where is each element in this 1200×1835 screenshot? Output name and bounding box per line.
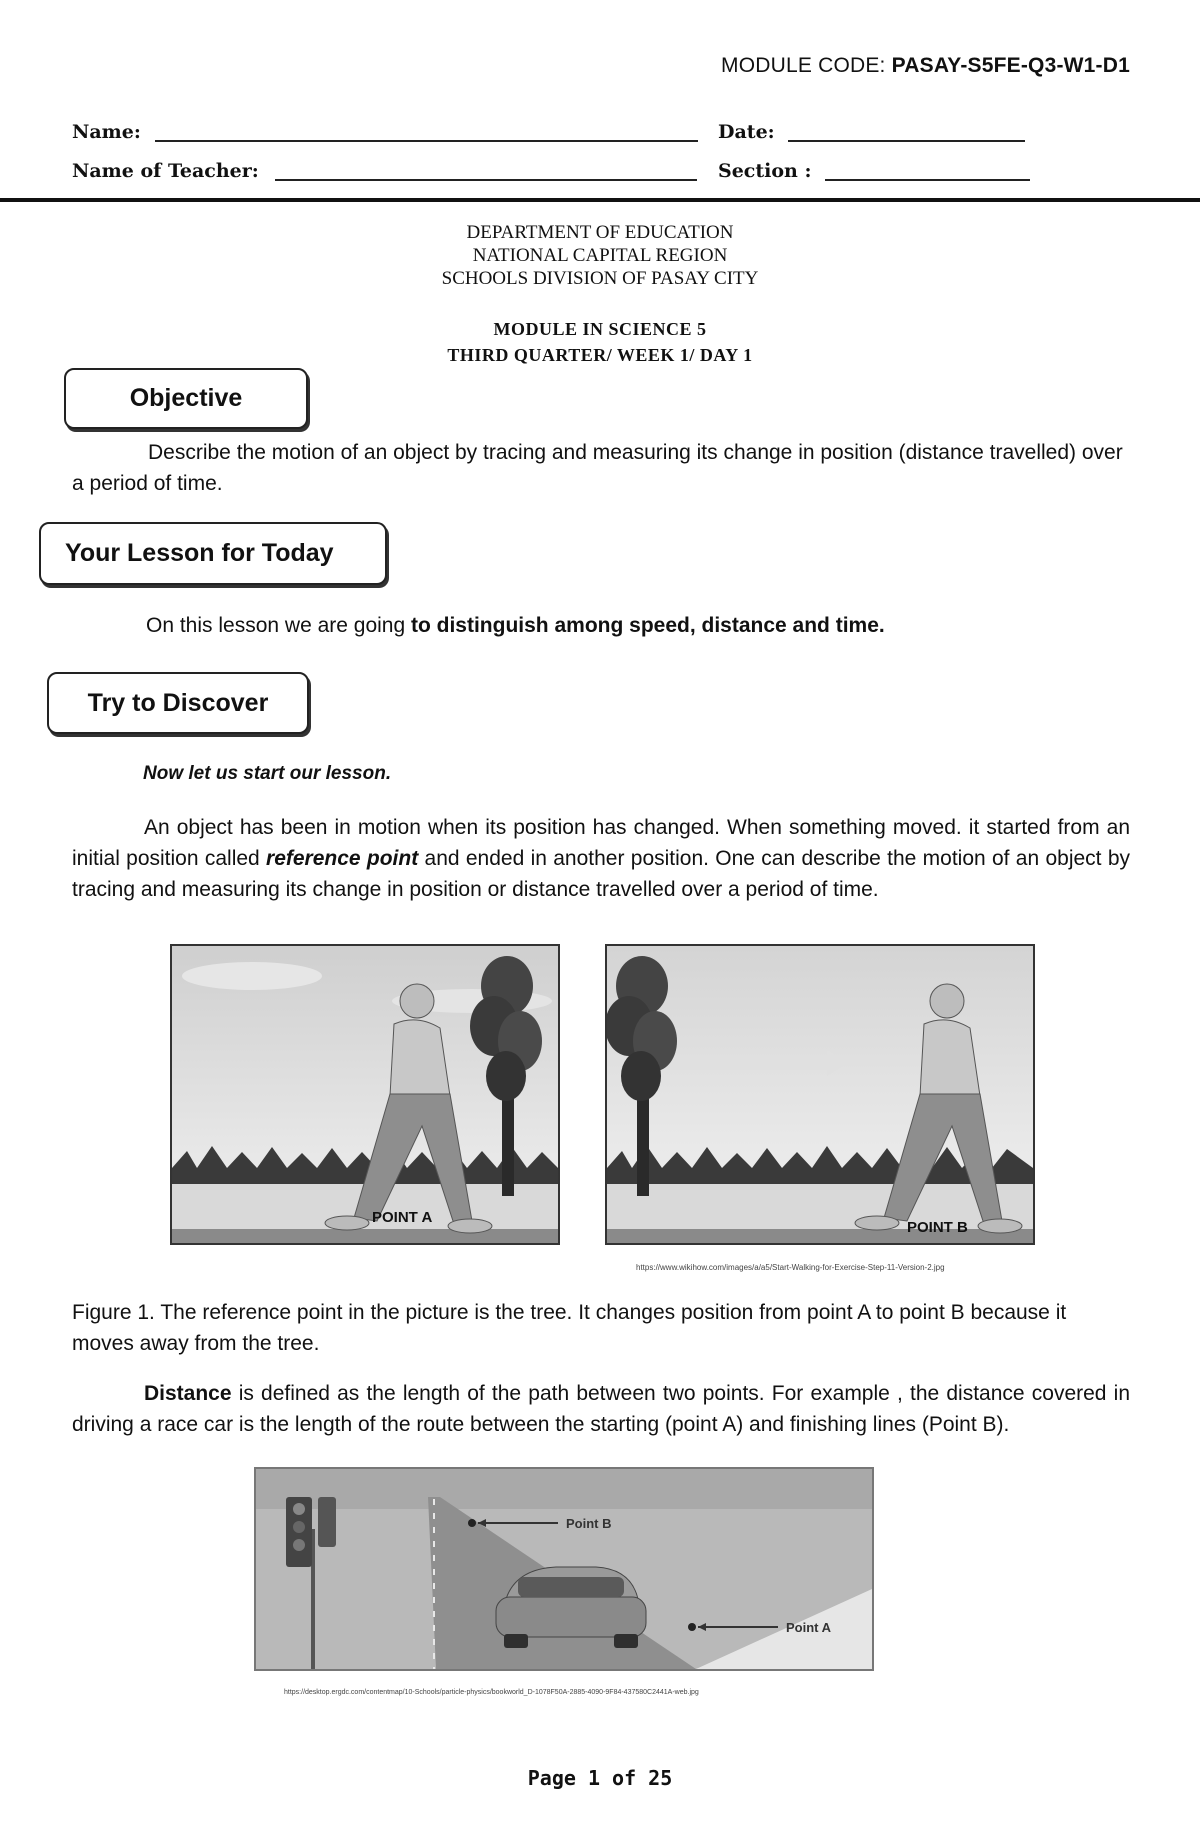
institution-line-1: DEPARTMENT OF EDUCATION [466,222,734,243]
lesson-heading [39,522,387,585]
teacher-field[interactable] [275,179,697,181]
figure1-panel-b [605,944,1035,1245]
discover-heading [47,672,309,734]
date-label: Date: [718,121,775,143]
point-a-label: POINT A [372,1209,433,1226]
figure2-source: https://desktop.ergdc.com/contentmap/10-Schools/particle-physics/bookworld_D-1078F50A-2885-4090-9F84-437580C2441A-web.jpg [284,1689,699,1696]
discover-p1-c: and ended in another position. One can describe the motion of an object by tracing and measuring its change in position or distance travelled over a period of time. [72,847,1130,901]
module-title-block [0,316,1200,368]
page-number: Page 1 of 25 [527,1766,673,1790]
figure1-caption: Figure 1. The reference point in the picture is the tree. It changes position from point A to point B because it moves away from the tree. [72,1301,1067,1355]
institution-line-3: SCHOOLS DIVISION OF PASAY CITY [441,268,759,289]
distance-text: is defined as the length of the path between two points. For example , the distance covered in driving a race car is the length of the route between the starting (point A) and finishing lines (Point B). [72,1382,1130,1436]
name-field[interactable] [155,140,698,142]
walking-scene-b-image [607,946,1033,1243]
section-label: Section : [718,160,812,182]
institution-block [0,221,1200,290]
lesson-heading-text: Your Lesson for Today [65,539,334,567]
discover-intro: Now let us start our lesson. [143,763,392,784]
section-field[interactable] [825,179,1030,181]
lesson-text [146,610,1146,641]
discover-p1-a: An object has been in motion when its position has changed. When something moved. it started from an initial position called [72,816,1130,870]
distance-term: Distance [144,1382,232,1405]
objective-text: Describe the motion of an object by tracing and measuring its change in position (distance travelled) over a period of time. [72,441,1123,495]
module-code [721,54,1130,78]
institution-line-2: NATIONAL CAPITAL REGION [472,245,728,266]
figure1-panel-a [170,944,560,1245]
figure2-panel [254,1467,874,1671]
reference-point-term: reference point [266,847,419,870]
lesson-text-prefix: On this lesson we are going [146,614,411,637]
module-subtitle: THIRD QUARTER/ WEEK 1/ DAY 1 [447,345,753,365]
figure2-point-a-label: Point A [786,1620,832,1635]
date-field[interactable] [788,140,1025,142]
name-label: Name: [72,121,141,143]
objective-heading [64,368,308,429]
discover-heading-text: Try to Discover [87,688,269,717]
figure1-source: https://www.wikihow.com/images/a/a5/Start-Walking-for-Exercise-Step-11-Version-2.jpg [636,1263,945,1272]
module-code-value: PASAY-S5FE-Q3-W1-D1 [891,54,1130,77]
race-car-road-image [256,1469,872,1669]
lesson-text-bold: to distinguish among speed, distance and time. [410,614,885,637]
figure2-point-b-label: Point B [566,1516,612,1531]
objective-heading-text: Objective [129,384,243,412]
walking-scene-a-image [172,946,558,1243]
module-title: MODULE IN SCIENCE 5 [493,319,707,339]
module-code-label: MODULE CODE: [721,54,886,77]
header-divider [0,198,1200,202]
distance-paragraph [72,1378,1130,1440]
race-car-icon [496,1567,646,1648]
discover-paragraph [72,812,1130,905]
point-b-label: POINT B [907,1219,968,1236]
teacher-label: Name of Teacher: [72,160,259,182]
